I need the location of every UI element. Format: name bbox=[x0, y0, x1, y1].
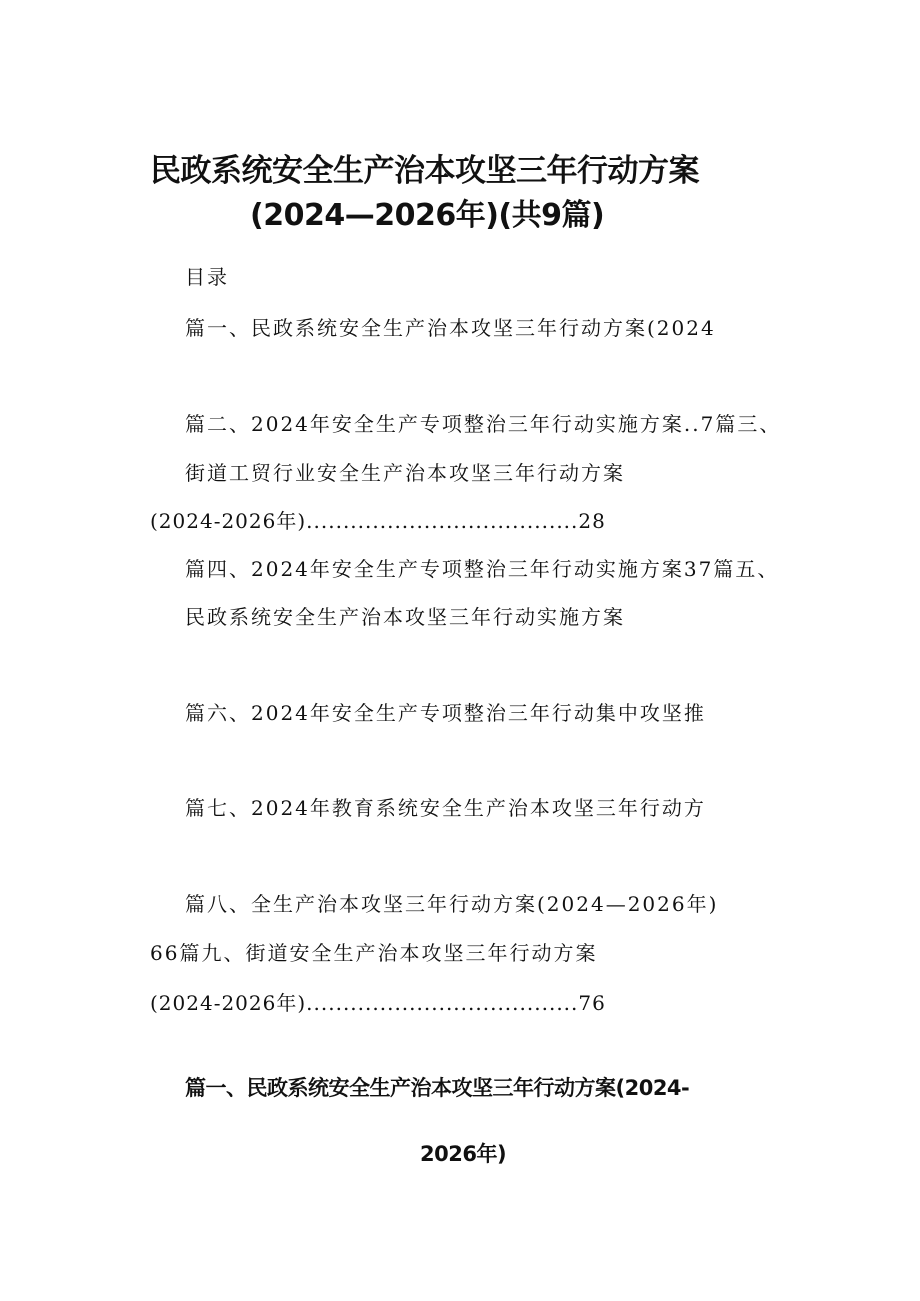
toc-line: 篇一、民政系统安全生产治本攻坚三年行动方案(2024 bbox=[185, 316, 716, 340]
section-heading-line2: 2026年) bbox=[420, 1142, 507, 1166]
toc-line: 篇六、2024年安全生产专项整治三年行动集中攻坚推 bbox=[185, 701, 706, 725]
toc-heading: 目录 bbox=[185, 265, 229, 289]
section-heading-line1: 篇一、民政系统安全生产治本攻坚三年行动方案(2024- bbox=[185, 1076, 690, 1100]
toc-line: 篇二、2024年安全生产专项整治三年行动实施方案..7篇三、 bbox=[185, 412, 782, 436]
toc-line: 篇八、全生产治本攻坚三年行动方案(2024—2026年) bbox=[185, 892, 719, 916]
toc-line: 66篇九、街道安全生产治本攻坚三年行动方案 bbox=[150, 941, 598, 965]
toc-line: (2024-2026年).....................................76 bbox=[150, 991, 606, 1015]
toc-line: 篇四、2024年安全生产专项整治三年行动实施方案37篇五、 bbox=[185, 557, 780, 581]
toc-line: 篇七、2024年教育系统安全生产治本攻坚三年行动方 bbox=[185, 796, 706, 820]
toc-line: (2024-2026年).....................................28 bbox=[150, 509, 606, 533]
toc-line: 民政系统安全生产治本攻坚三年行动实施方案 bbox=[185, 605, 625, 629]
toc-line: 街道工贸行业安全生产治本攻坚三年行动方案 bbox=[185, 461, 625, 485]
document-title-line1: 民政系统安全生产治本攻坚三年行动方案 bbox=[150, 153, 699, 189]
document-title-line2: (2024—2026年)(共9篇) bbox=[250, 198, 605, 233]
